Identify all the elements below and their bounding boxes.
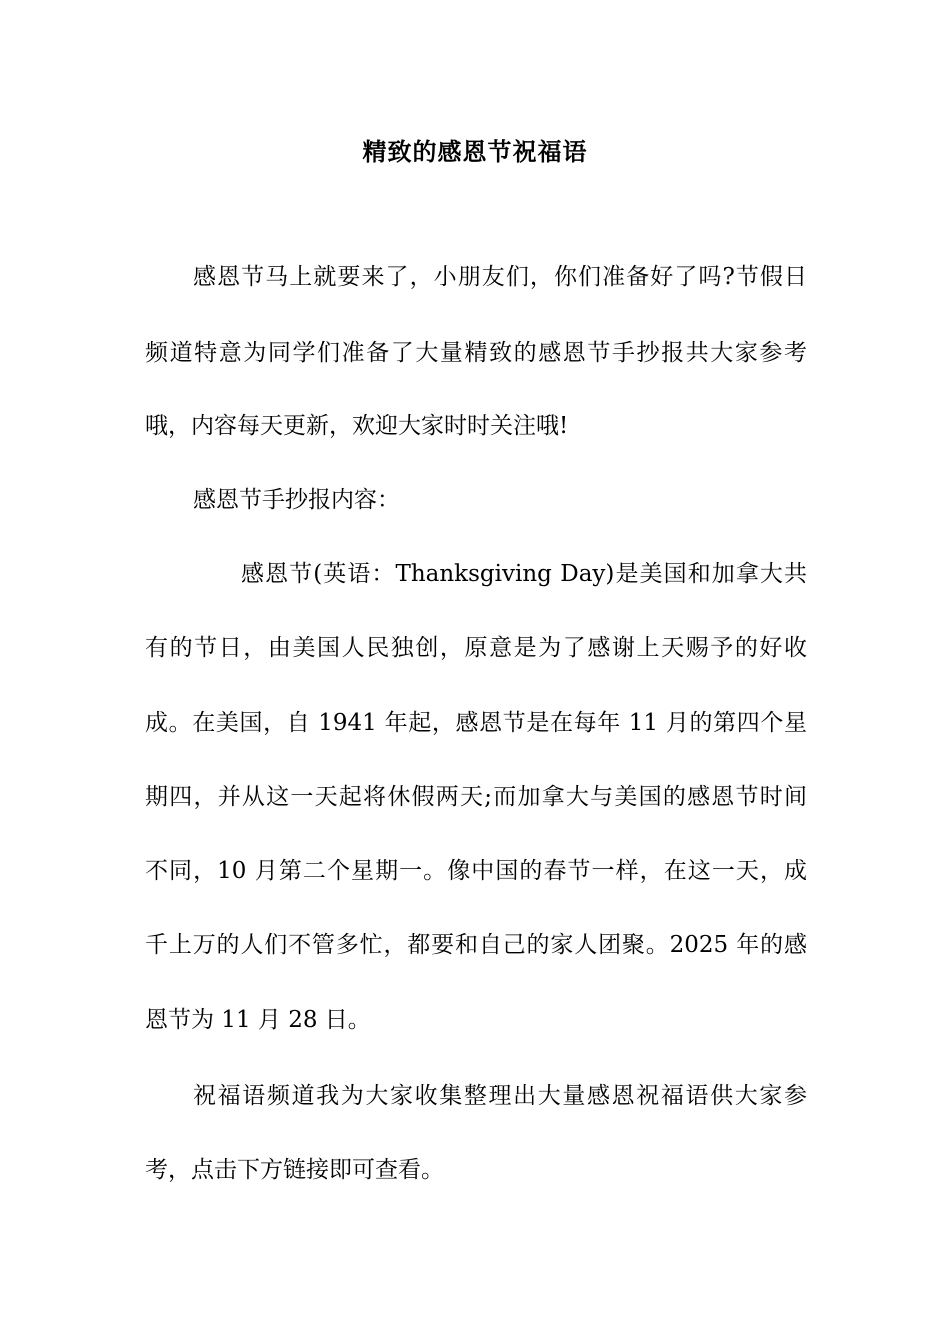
paragraph-line: 感恩节(英语：Thanksgiving Day)是美国和加拿大共 bbox=[241, 561, 807, 587]
paragraph-line: 感恩节手抄报内容： bbox=[193, 487, 400, 513]
paragraph-line: 恩节为 11 月 28 日。 bbox=[145, 1007, 371, 1033]
paragraph-line: 感恩节马上就要来了，小朋友们，你们准备好了吗?节假日 bbox=[193, 264, 807, 290]
paragraph-line: 祝福语频道我为大家收集整理出大量感恩祝福语供大家参 bbox=[193, 1083, 807, 1109]
document-title: 精致的感恩节祝福语 bbox=[362, 138, 588, 166]
paragraph-line: 有的节日，由美国人民独创，原意是为了感谢上天赐予的好收 bbox=[145, 635, 807, 661]
paragraph-line: 期四，并从这一天起将休假两天;而加拿大与美国的感恩节时间 bbox=[145, 784, 807, 810]
paragraph-line: 频道特意为同学们准备了大量精致的感恩节手抄报共大家参考 bbox=[145, 340, 807, 366]
paragraph-line: 成。在美国，自 1941 年起，感恩节是在每年 11 月的第四个星 bbox=[145, 710, 807, 736]
paragraph-line: 不同，10 月第二个星期一。像中国的春节一样，在这一天，成 bbox=[145, 858, 807, 884]
paragraph-line: 考，点击下方链接即可查看。 bbox=[145, 1157, 444, 1183]
paragraph-line: 千上万的人们不管多忙，都要和自己的家人团聚。2025 年的感 bbox=[145, 932, 807, 958]
paragraph-line: 哦，内容每天更新，欢迎大家时时关注哦! bbox=[145, 413, 569, 439]
